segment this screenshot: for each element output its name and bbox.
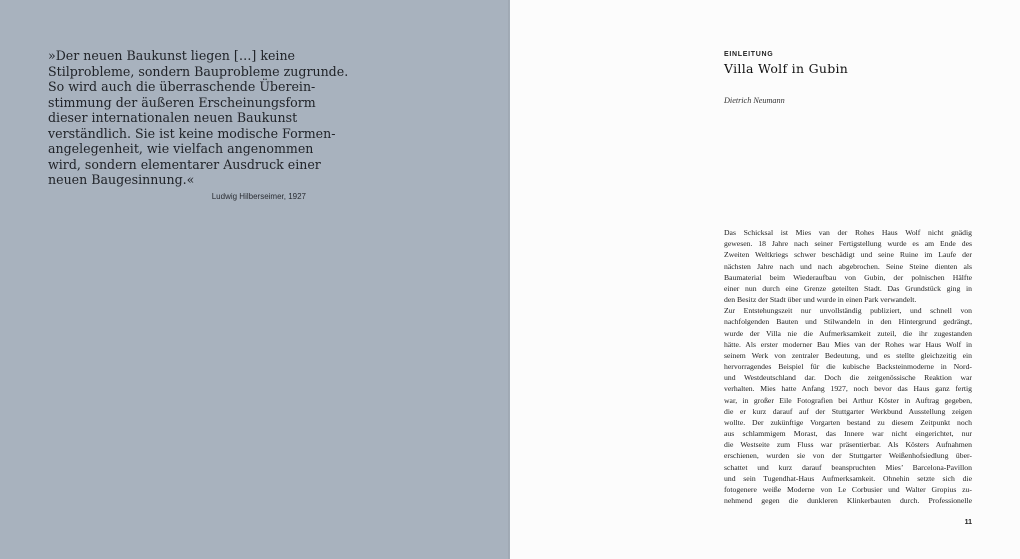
body-line: wollte. Der zukünftige Vorgarten bestand zu diesem Zeitpunkt noch (724, 417, 972, 427)
epigraph-quote (48, 48, 349, 188)
quote-line: angelegenheit, wie vielfach angenommen (48, 141, 314, 156)
body-line: Baumaterial beim Wiederaufbau von Gubin, der polnischen Hälfte (724, 272, 972, 282)
body-line: nächsten Jahre nach und nach abgebrochen. Seine Steine dienten als (724, 261, 972, 271)
body-line: Zur Entstehungszeit nur unvollständig publiziert, und schnell von (724, 306, 972, 316)
chapter-author: Dietrich Neumann (724, 96, 785, 105)
body-line: Zweiten Weltkriegs schwer beschädigt und seine Ruine im Laufe der (724, 250, 972, 260)
body-line: gewesen. 18 Jahre nach seiner Fertigstellung wurde es am Ende des (724, 239, 972, 249)
body-line: verhalten. Mies hatte Anfang 1927, noch bevor das Haus ganz fertig (724, 384, 972, 394)
body-line: einer nun durch eine Grenze geteilten Stadt. Das Grundstück ging in (724, 283, 972, 293)
body-line: schattet und kurz darauf beanspruchten Mies’ Barcelona-Pavillon (724, 462, 972, 472)
body-line: nehmend gegen die dunkleren Klinkerbauten durch. Professionelle (724, 496, 972, 506)
body-line: hervorragendes Beispiel für die kubische Backsteinmoderne in Nord- (724, 362, 972, 372)
body-line: hätte. Als erster moderner Bau Mies van der Rohes war Haus Wolf in (724, 339, 972, 349)
quote-attribution: Ludwig Hilberseimer, 1927 (211, 192, 306, 201)
body-line: wurde der Villa nie die Aufmerksamkeit zuteil, die ihr zugestanden (724, 328, 972, 338)
quote-line: neuen Baugesinnung.« (48, 172, 195, 187)
chapter-title: Villa Wolf in Gubin (724, 61, 849, 76)
quote-line: verständlich. Sie ist keine modische Formen- (48, 125, 336, 141)
body-line: war, in großer Eile Fotografien bei Arthur Köster in Auftrag gegeben, (724, 395, 972, 405)
section-kicker: EINLEITUNG (724, 51, 774, 58)
body-text (724, 227, 972, 506)
quote-line: Stilprobleme, sondern Bauprobleme zugrunde. (48, 63, 349, 79)
body-line: den Besitz der Stadt über und wurde in einen Park verwandelt. (724, 295, 917, 305)
page-number: 11 (964, 519, 972, 526)
body-line: nachfolgenden Bauten und Stilwandeln in den Hintergrund gedrängt, (724, 317, 972, 327)
quote-line: »Der neuen Baukunst liegen […] keine (48, 48, 296, 63)
body-line: die Westseite zum Fluss war präsentierbar. Als Kösters Aufnahmen (724, 440, 972, 450)
body-line: fotogenere weiße Moderne von Le Corbusier und Walter Gropius zu- (724, 484, 972, 494)
quote-line: wird, sondern elementarer Ausdruck einer (48, 156, 321, 172)
quote-line: dieser internationalen neuen Baukunst (48, 110, 298, 125)
body-line: und Westdeutschland dar. Doch die zeitgenössische Reaktion war (724, 373, 972, 383)
body-line: erschienen, wurden sie von der Stuttgarter Weißenhofsiedlung über- (724, 451, 972, 461)
body-line: und sein Tugendhat-Haus Aufmerksamkeit. Ohnehin setzte sich die (724, 473, 972, 483)
body-line: aus schlammigem Morast, das Innere war nicht eingerichtet, nur (724, 429, 972, 439)
body-line: die er kurz darauf auf der Stuttgarter Werkbund Ausstellung zeigen (724, 406, 972, 416)
quote-line: So wird auch die überraschende Überein- (48, 79, 316, 94)
right-page (510, 0, 1020, 559)
quote-line: stimmung der äußeren Erscheinungsform (48, 94, 316, 110)
body-line: Das Schicksal ist Mies van der Rohes Haus Wolf nicht gnädig (724, 228, 972, 237)
body-line: seinem Werk von zentraler Bedeutung, und es stellte gleichzeitig ein (724, 350, 972, 360)
